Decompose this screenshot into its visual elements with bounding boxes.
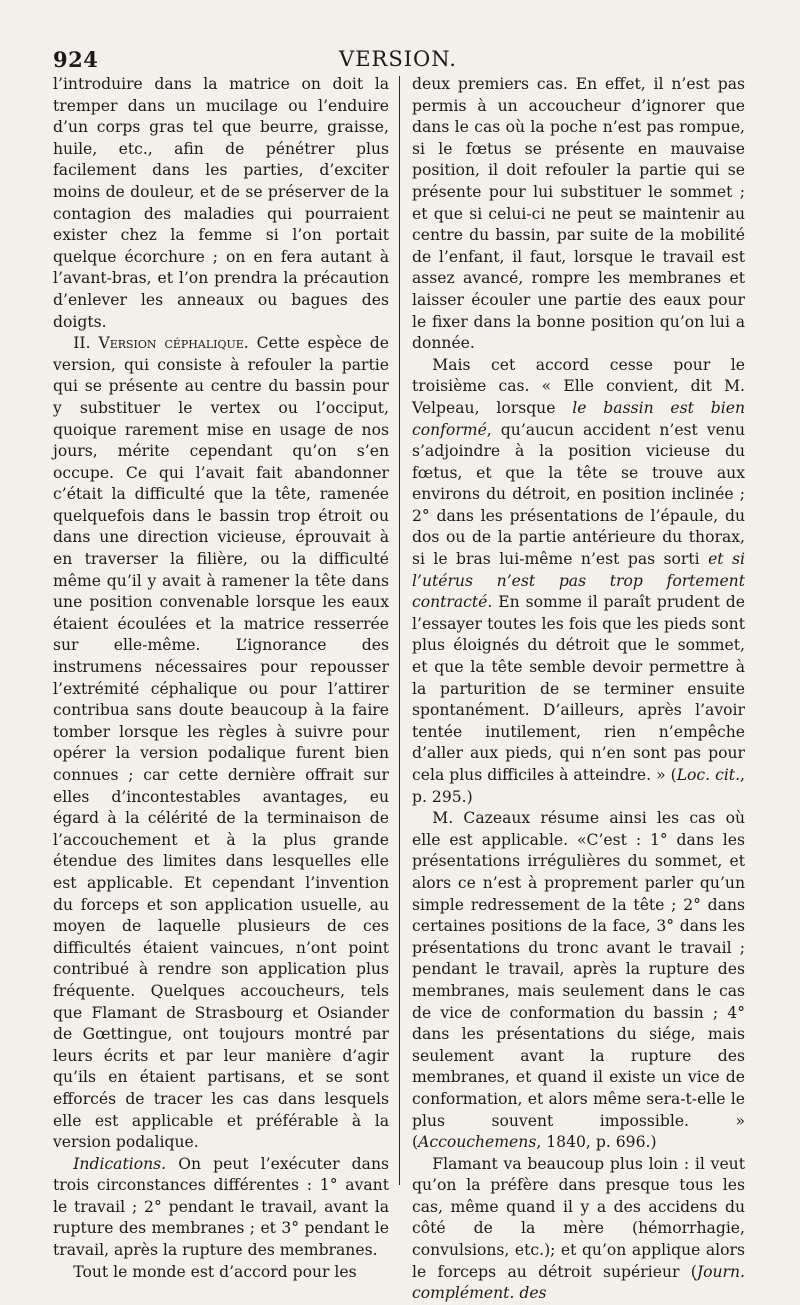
- page-header: [53, 47, 743, 75]
- paragraph-text: M. Cazeaux résume ainsi les cas où elle est applicable. «C’est : 1° dans les présentations irrégulières du sommet, et alors ce n’est à proprement parler qu’un simple redressement de la tête ; 2° dans certaines positions de la face, 3° dans les présentations du tronc avant le travail ; pendant le travail, après la rupture des membranes, mais seulement dans le cas de vice de conformation du bassin ; 4° dans les présentations du siége, mais seulement avant la rupture des membranes, et quand il existe un vice de conformation, et alors même sera-t-elle le plus souvent impossible. » (: [412, 809, 745, 1152]
- paragraph: [412, 1154, 745, 1305]
- paragraph-text: Tout le monde est d’accord pour les: [73, 1262, 357, 1281]
- paragraph-text: On peut l’exécuter dans trois circonstances différentes : 1° avant le travail ; 2° pendant le travail, avant la rupture des membranes ; et 3° pendant le travail, après la rupture des membranes.: [53, 1154, 389, 1260]
- paragraph-text: l’introduire dans la matrice on doit la tremper dans un mucilage ou l’enduire d’un corps gras tel que beurre, graisse, huile, etc., afin de pénétrer plus facilement dans les parties, d’exciter moins de douleur, et de se préserver de la contagion des maladies qui pourraient exister chez la femme si l’on portait quelque écorchure ; on en fera autant à l’avant-bras, et l’on prendra la précaution d’enlever les anneaux ou bagues des doigts.: [53, 75, 389, 331]
- section-heading: Version céphalique.: [98, 334, 249, 353]
- page-number: 924: [53, 47, 99, 72]
- paragraph: [53, 1262, 389, 1284]
- left-column: [53, 74, 389, 1281]
- citation-text: Accouchemens: [418, 1133, 537, 1152]
- paragraph-text: , 1840, p. 696.): [536, 1133, 657, 1152]
- paragraph-text: deux premiers cas. En effet, il n’est pas permis à un accoucheur d’ignorer que dans le cas où la poche n’est pas rompue, si le fœtus se présente en mauvaise position, il doit refouler la partie qui se présente pour lui substituer le sommet ; et que si celui-ci ne peut se maintenir au centre du bassin, par suite de la mobilité de l’enfant, il faut, lorsque le travail est assez avancé, rompre les membranes et laisser écouler une partie des eaux pour le fixer dans la bonne position qu’on lui a donnée.: [412, 75, 745, 353]
- running-title: VERSION.: [339, 47, 457, 71]
- paragraph: [53, 333, 389, 1154]
- paragraph-text: Flamant va beaucoup plus loin : il veut qu’on la préfère dans presque tous les cas, même quand il y a des accidens du côté de la mère (hémorrhagie, convulsions, etc.); et qu’on applique alors le forceps au détroit supérieur (: [412, 1154, 745, 1281]
- paragraph: [412, 74, 745, 355]
- emphasis-text: le bassin est bien conformé: [412, 398, 745, 439]
- paragraph-text: . En somme il paraît prudent de l’essayer toutes les fois que les pieds sont plus éloignés du détroit que le sommet, et que la tête semble devoir permettre à la parturition de se terminer ensuite spontanément. D’ailleurs, après l’avoir tentée inutilement, rien n’empêche d’aller aux pieds, qui n’en sont pas pour cela plus difficiles à atteindre. » (: [412, 593, 745, 784]
- emphasis-text: et si l’utérus n’est pas trop fortement contracté: [412, 550, 745, 612]
- section-heading: Indications.: [73, 1154, 167, 1173]
- column-divider: [399, 76, 400, 1185]
- paragraph-text: Mais cet accord cesse pour le troisième cas. « Elle convient, dit M. Velpeau, lorsque: [412, 355, 745, 417]
- citation-text: Loc. cit.: [676, 766, 741, 784]
- paragraph: [53, 1154, 389, 1262]
- section-number: II.: [73, 334, 91, 353]
- paragraph-text: Cette espèce de version, qui consiste à refouler la partie qui se présente au centre du bassin pour y substituer le vertex ou l’occiput, quoique rarement mise en usage de nos jours, mérite cependant qu’on s’en occupe. Ce qui l’avait fait abandonner c’était la difficulté que la tête, ramenée quelquefois dans le bassin trop étroit ou dans une direction vicieuse, éprouvait à en traverser la filière, ou la difficulté même qu’il y avait à ramener la tête dans une position convenable lorsque les eaux étaient écoulées et la matrice resserrée sur elle-même. L’ignorance des instrumens nécessaires pour repousser l’extrémité céphalique ou pour l’attirer contribua sans doute beaucoup à la faire tomber lorsque les règles à suivre pour opérer la version podalique furent bien connues ; car cette dernière offrait sur elles d’incontestables avantages, eu égard à la célérité de la terminaison de l’accouchement et à la plus grande étendue des limites dans lesquelles elle est applicable. Et cependant l’invention du forceps et son application usuelle, au moyen de laquelle plusieurs de ces difficultés étaient vaincues, n’ont point contribué à rendre son application plus fréquente. Quelques accoucheurs, tels que Flamant de Strasbourg et Osiander de Gœttingue, ont toujours montré par leurs écrits et par leur manière d’agir qu’ils en étaient partisans, et se sont efforcés de tracer les cas dans lesquels elle est applicable et préférable à la version podalique.: [53, 334, 389, 1152]
- paragraph: [412, 355, 745, 808]
- paragraph: [53, 74, 389, 333]
- citation-text: Journ. complément. des: [412, 1262, 745, 1303]
- paragraph: [412, 808, 745, 1154]
- paragraph-text: , p. 295.): [412, 766, 746, 806]
- right-column: [412, 74, 746, 1303]
- paragraph-text: , qu’aucun accident n’est venu s’adjoindre à la position vicieuse du fœtus, et que la tête se trouve aux environs du détroit, en position inclinée ; 2° dans les présentations de l’épaule, du dos ou de la partie antérieure du thorax, si le bras lui-même n’est pas sorti: [412, 420, 745, 569]
